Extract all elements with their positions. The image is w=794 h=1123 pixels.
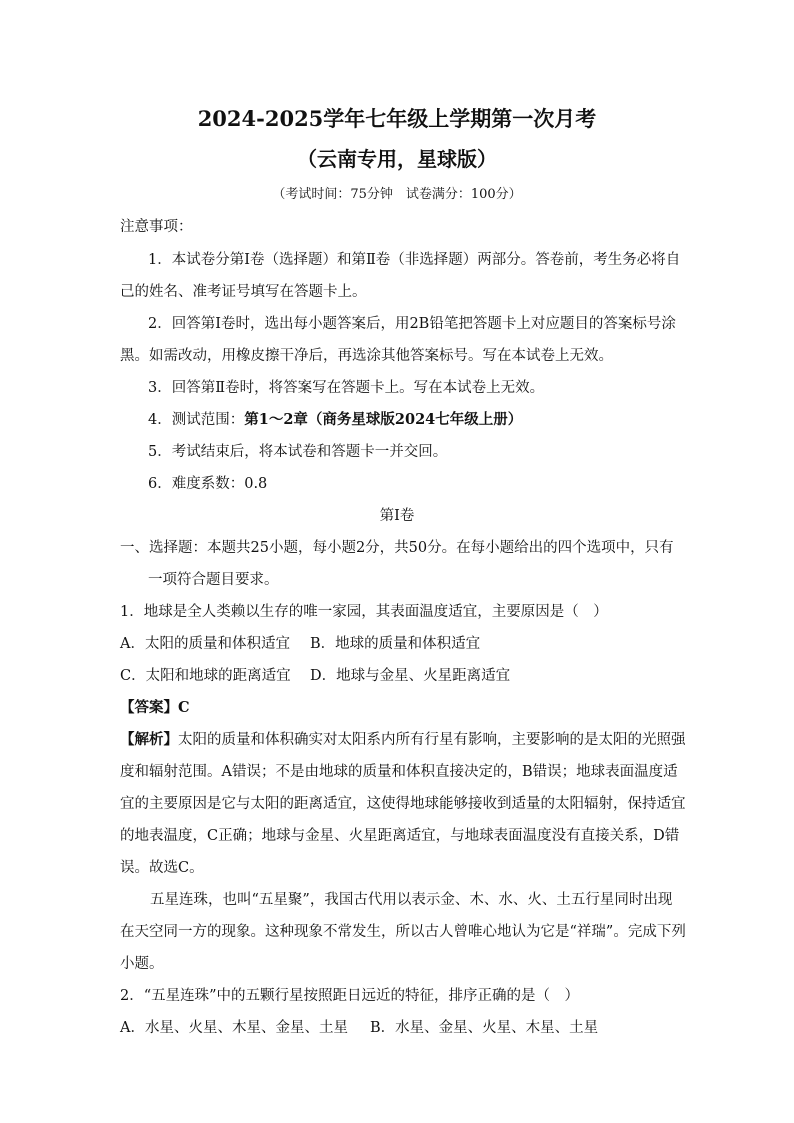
q1-analysis-line-1 [120, 730, 686, 750]
q1-analysis-line-5: 误。故选C。 [120, 860, 204, 876]
notes-heading: 注意事项： [120, 219, 193, 235]
note-4 [148, 410, 522, 430]
exam-title: 2024-2025学年七年级上学期第一次月考 [197, 106, 597, 131]
q1-option-a: A．太阳的质量和体积适宜 [120, 636, 290, 652]
q1-analysis-line-3: 宜的主要原因是它与太阳的距离适宜，这使得地球能够接收到适量的太阳辐射，保持适宜 [120, 796, 686, 812]
q1-option-d: D．地球与金星、火星距离适宜 [310, 668, 511, 684]
q1-answer: 【答案】C [120, 699, 190, 716]
exam-subtitle: （云南专用，星球版） [297, 147, 497, 171]
q2-stem: 2．“五星连珠”中的五颗行星按照距日远近的特征，排序正确的是（ ） [120, 988, 580, 1004]
section-instruction-line-2: 一项符合题目要求。 [148, 572, 279, 588]
note-4-prefix: 4．测试范围： [148, 412, 245, 428]
q1-analysis-text-1: 太阳的质量和体积确实对太阳系内所有行星有影响，主要影响的是太阳的光照强 [178, 732, 686, 748]
note-2-line-2: 黑。如需改动，用橡皮擦干净后，再选涂其他答案标号。写在本试卷上无效。 [120, 348, 613, 364]
note-4-scope: 第1～2章（商务星球版2024七年级上册） [244, 411, 523, 428]
q1-option-c: C．太阳和地球的距离适宜 [120, 668, 291, 684]
note-6: 6．难度系数：0.8 [148, 476, 268, 492]
note-2-line-1: 2．回答第Ⅰ卷时，选出每小题答案后，用2B铅笔把答题卡上对应题目的答案标号涂 [148, 316, 676, 332]
q2-option-a: A．水星、火星、木星、金星、土星 [120, 1020, 348, 1036]
q1-analysis-line-4: 的地表温度，C正确；地球与金星、火星距离适宜，与地球表面温度没有直接关系，D错 [120, 828, 680, 844]
passage-line-3: 小题。 [120, 956, 164, 972]
passage-line-2: 在天空同一方的现象。这种现象不常发生，所以古人曾唯心地认为它是“祥瑞”。完成下列 [120, 924, 686, 940]
q1-analysis-line-2: 度和辐射范围。A错误；不是由地球的质量和体积直接决定的，B错误；地球表面温度适 [120, 764, 678, 780]
passage-line-1: 五星连珠，也叫“五星聚”，我国古代用以表示金、木、水、火、土五行星同时出现 [150, 892, 673, 908]
note-1-line-2: 己的姓名、准考证号填写在答题卡上。 [120, 284, 367, 300]
q2-option-b: B．水星、金星、火星、木星、土星 [370, 1020, 599, 1036]
section-instruction-line-1: 一、选择题：本题共25小题，每小题2分，共50分。在每小题给出的四个选项中，只有 [120, 540, 674, 556]
q1-stem: 1．地球是全人类赖以生存的唯一家园，其表面温度适宜，主要原因是（ ） [120, 604, 608, 620]
note-3: 3．回答第Ⅱ卷时，将答案写在答题卡上。写在本试卷上无效。 [148, 380, 545, 396]
q1-analysis-label: 【解析】 [120, 731, 178, 748]
q1-option-b: B．地球的质量和体积适宜 [310, 636, 481, 652]
volume-label: 第Ⅰ卷 [379, 508, 415, 524]
note-5: 5．考试结束后，将本试卷和答题卡一并交回。 [148, 444, 448, 460]
exam-info: （考试时间：75分钟 试卷满分：100分） [272, 187, 522, 202]
note-1-line-1: 1．本试卷分第Ⅰ卷（选择题）和第Ⅱ卷（非选择题）两部分。答卷前，考生务必将自 [148, 252, 681, 268]
